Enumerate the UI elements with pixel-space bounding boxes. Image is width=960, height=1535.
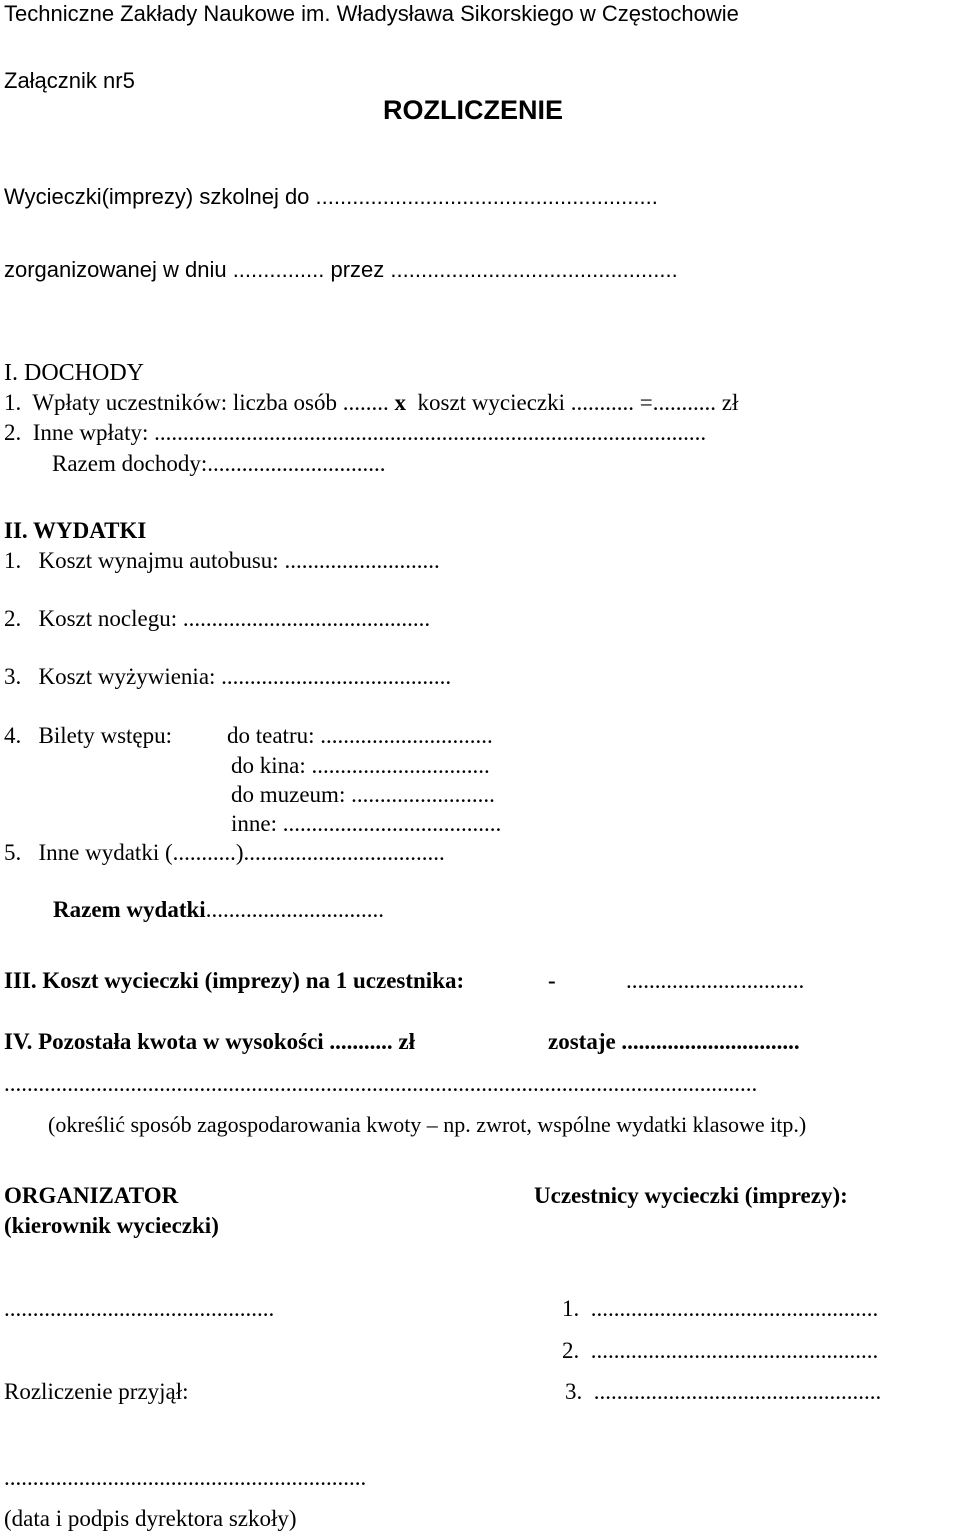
per-participant-cost-dots: ...............................	[626, 968, 805, 993]
participant-line-3: 3. ..................................................	[565, 1379, 882, 1404]
ticket-other: inne: ......................................	[231, 811, 502, 836]
director-signature-line: ...............................................................	[4, 1465, 367, 1490]
income-heading: I. DOCHODY	[4, 360, 144, 386]
expense-bus: 1. Koszt wynajmu autobusu: ...........................	[4, 548, 440, 573]
per-participant-dash: -	[548, 968, 556, 993]
ticket-cinema: do kina: ...............................	[231, 753, 490, 778]
trip-date-organizer-line: zorganizowanej w dniu ............... przez ...............................................	[4, 257, 678, 282]
settlement-accepted-label: Rozliczenie przyjął:	[4, 1379, 189, 1404]
income-item-participants-b: koszt wycieczki ........... =........... zł	[406, 390, 739, 415]
expense-tickets-label: 4. Bilety wstępu:	[4, 723, 173, 748]
participant-line-1: 1. ..................................................	[562, 1296, 879, 1321]
annex-label: Załącznik nr5	[4, 68, 135, 93]
income-item-other: 2. Inne wpłaty: ................................................................................................	[4, 420, 707, 445]
organizer-heading: ORGANIZATOR	[4, 1183, 179, 1208]
expenses-total-dots: ...............................	[205, 897, 384, 922]
per-participant-cost-label: III. Koszt wycieczki (imprezy) na 1 uczestnika:	[4, 968, 465, 993]
income-item-participants	[4, 391, 738, 414]
participant-line-2: 2. ..................................................	[562, 1338, 879, 1363]
ticket-museum: do muzeum: .........................	[231, 782, 495, 807]
participants-heading: Uczestnicy wycieczki (imprezy):	[534, 1183, 848, 1208]
expenses-heading: II. WYDATKI	[4, 518, 147, 543]
school-name: Techniczne Zakłady Naukowe im. Władysława Sikorskiego w Częstochowie	[4, 1, 739, 26]
expense-accommodation: 2. Koszt noclegu: ...........................................	[4, 606, 431, 631]
document-title: ROZLICZENIE	[383, 95, 563, 125]
director-signature-caption: (data i podpis dyrektora szkoły)	[4, 1506, 297, 1531]
organizer-signature-line: ...............................................	[4, 1296, 275, 1321]
expense-other: 5. Inne wydatki (...........)...................................	[4, 840, 445, 865]
remaining-dots-line: ...................................................................................................................................	[4, 1071, 758, 1096]
organizer-subheading: (kierownik wycieczki)	[4, 1213, 219, 1238]
expenses-total-label: Razem wydatki	[53, 897, 206, 922]
remaining-usage-note: (określić sposób zagospodarowania kwoty – np. zwrot, wspólne wydatki klasowe itp.)	[48, 1112, 807, 1137]
income-total: Razem dochody:...............................	[52, 451, 386, 476]
expenses-total	[53, 898, 384, 921]
remaining-amount-label: IV. Pozostała kwota w wysokości ........... zł	[4, 1029, 416, 1054]
trip-destination-line: Wycieczki(imprezy) szkolnej do ........................................................	[4, 184, 658, 209]
ticket-theatre: do teatru: ..............................	[227, 723, 493, 748]
income-item-multiply-sign: x	[394, 390, 406, 415]
remaining-stays-label: zostaje ...............................	[548, 1029, 800, 1054]
expense-food: 3. Koszt wyżywienia: ........................................	[4, 664, 452, 689]
income-item-participants-a: 1. Wpłaty uczestników: liczba osób ........	[4, 390, 395, 415]
